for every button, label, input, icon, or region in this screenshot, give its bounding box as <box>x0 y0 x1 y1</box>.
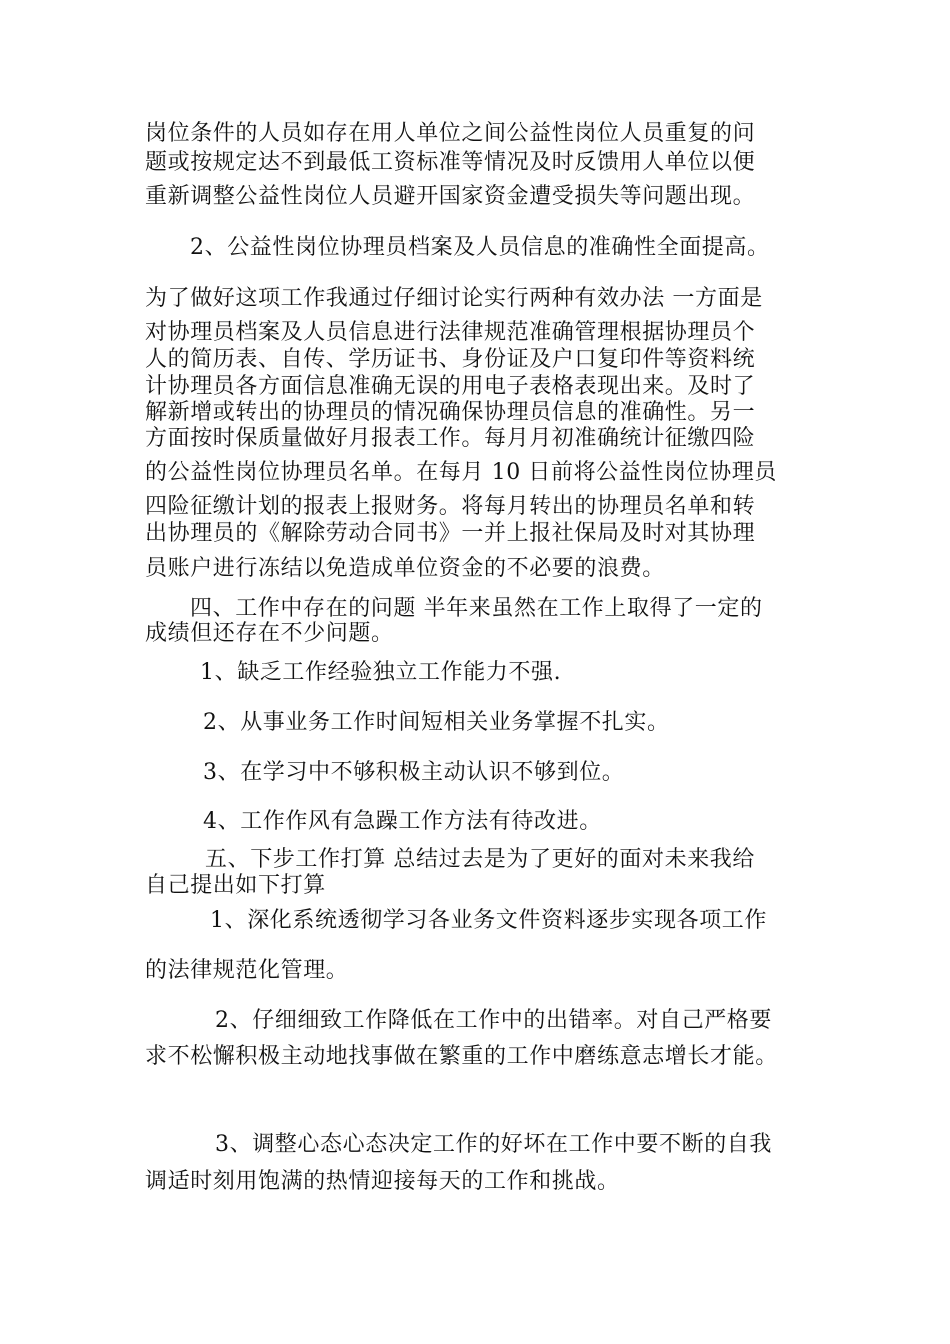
section-heading: 五、下步工作打算 总结过去是为了更好的面对未来我给 <box>205 847 755 872</box>
text-line: 四险征缴计划的报表上报财务。将每月转出的协理员名单和转 <box>145 494 756 519</box>
text-line: 的法律规范化管理。 <box>145 958 349 983</box>
text-line: 题或按规定达不到最低工资标准等情况及时反馈用人单位以便 <box>145 150 756 175</box>
list-item: 3、在学习中不够积极主动认识不够到位。 <box>203 760 625 785</box>
list-item: 2、仔细细致工作降低在工作中的出错率。对自己严格要 <box>215 1008 772 1033</box>
text-line: 自己提出如下打算 <box>145 873 326 898</box>
list-item: 3、调整心态心态决定工作的好坏在工作中要不断的自我 <box>215 1132 772 1157</box>
text-line: 为了做好这项工作我通过仔细讨论实行两种有效办法 一方面是 <box>145 286 763 311</box>
list-item: 2、从事业务工作时间短相关业务掌握不扎实。 <box>203 710 670 735</box>
text-line: 求不松懈积极主动地找事做在繁重的工作中磨练意志增长才能。 <box>145 1044 778 1069</box>
text-line: 调适时刻用饱满的热情迎接每天的工作和挑战。 <box>145 1169 620 1194</box>
text-line: 人的简历表、自传、学历证书、身份证及户口复印件等资料统 <box>145 347 756 372</box>
text-line: 重新调整公益性岗位人员避开国家资金遭受损失等问题出现。 <box>145 184 756 209</box>
list-item: 1、深化系统透彻学习各业务文件资料逐步实现各项工作 <box>210 908 767 933</box>
text-line: 员账户进行冻结以免造成单位资金的不必要的浪费。 <box>145 556 665 581</box>
section-item: 2、公益性岗位协理员档案及人员信息的准确性全面提高。 <box>190 235 770 260</box>
list-item: 1、缺乏工作经验独立工作能力不强. <box>200 660 562 685</box>
text-line: 岗位条件的人员如存在用人单位之间公益性岗位人员重复的问 <box>145 121 756 146</box>
text-line: 解新增或转出的协理员的情况确保协理员信息的准确性。另一 <box>145 400 756 425</box>
text-line: 成绩但还存在不少问题。 <box>145 621 394 646</box>
text-line: 的公益性岗位协理员名单。在每月 10 日前将公益性岗位协理员 <box>145 460 777 485</box>
text-line: 出协理员的《解除劳动合同书》一并上报社保局及时对其协理 <box>145 521 756 546</box>
text-line: 方面按时保质量做好月报表工作。每月月初准确统计征缴四险 <box>145 426 756 451</box>
section-heading: 四、工作中存在的问题 半年来虽然在工作上取得了一定的 <box>190 596 763 621</box>
text-line: 对协理员档案及人员信息进行法律规范准确管理根据协理员个 <box>145 320 756 345</box>
list-item: 4、工作作风有急躁工作方法有待改进。 <box>203 809 602 834</box>
text-line: 计协理员各方面信息准确无误的用电子表格表现出来。及时了 <box>145 374 756 399</box>
